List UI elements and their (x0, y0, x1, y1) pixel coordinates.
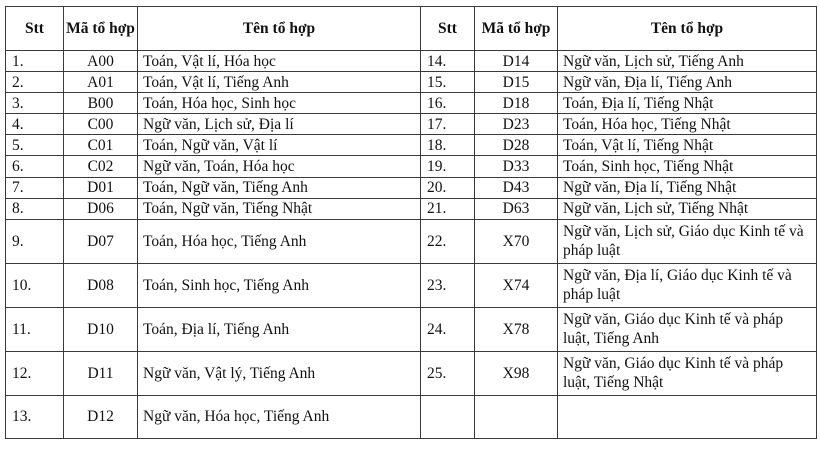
code-cell: D10 (64, 307, 138, 351)
stt-cell: 22. (421, 219, 475, 263)
stt-cell: 12. (6, 351, 64, 395)
code-cell: B00 (64, 93, 138, 114)
stt-cell: 15. (421, 72, 475, 93)
code-cell: D28 (475, 135, 558, 156)
table-row (6, 395, 817, 438)
name-cell: Toán, Ngữ văn, Tiếng Anh (138, 177, 421, 198)
code-cell: D63 (475, 198, 558, 219)
stt-cell: 1. (6, 51, 64, 72)
code-cell: A01 (64, 72, 138, 93)
name-cell: Toán, Địa lí, Tiếng Nhật (558, 93, 817, 114)
name-cell: Ngữ văn, Hóa học, Tiếng Anh (138, 395, 421, 438)
stt-cell: 19. (421, 156, 475, 177)
code-cell: X70 (475, 219, 558, 263)
stt-cell: 10. (6, 263, 64, 307)
code-cell: D14 (475, 51, 558, 72)
stt-cell: 2. (6, 72, 64, 93)
name-cell: Ngữ văn, Lịch sử, Tiếng Anh (558, 51, 817, 72)
stt-cell: 9. (6, 219, 64, 263)
empty-cell (558, 395, 817, 438)
code-cell: X74 (475, 263, 558, 307)
name-cell: Ngữ văn, Toán, Hóa học (138, 156, 421, 177)
stt-cell: 17. (421, 114, 475, 135)
name-cell: Ngữ văn, Lịch sử, Giáo dục Kinh tế và pháp luật (558, 219, 817, 263)
table-row (6, 51, 817, 72)
name-cell: Toán, Vật lí, Hóa học (138, 51, 421, 72)
code-cell: D15 (475, 72, 558, 93)
stt-cell: 16. (421, 93, 475, 114)
name-cell: Toán, Hóa học, Sinh học (138, 93, 421, 114)
stt-cell: 24. (421, 307, 475, 351)
empty-cell (475, 395, 558, 438)
code-cell: D08 (64, 263, 138, 307)
stt-cell: 5. (6, 135, 64, 156)
table-row (6, 114, 817, 135)
code-cell: D06 (64, 198, 138, 219)
name-cell: Ngữ văn, Giáo dục Kinh tế và pháp luật, Tiếng Anh (558, 307, 817, 351)
header-name: Tên tổ hợp (558, 7, 817, 51)
stt-cell: 23. (421, 263, 475, 307)
header-code: Mã tổ hợp (64, 7, 138, 51)
code-cell: D18 (475, 93, 558, 114)
stt-cell: 6. (6, 156, 64, 177)
code-cell: D11 (64, 351, 138, 395)
stt-cell: 8. (6, 198, 64, 219)
code-cell: X78 (475, 307, 558, 351)
header-stt: Stt (6, 7, 64, 51)
name-cell: Toán, Vật lí, Tiếng Anh (138, 72, 421, 93)
name-cell: Ngữ văn, Địa lí, Tiếng Nhật (558, 177, 817, 198)
name-cell: Ngữ văn, Lịch sử, Tiếng Nhật (558, 198, 817, 219)
code-cell: D01 (64, 177, 138, 198)
table-row (6, 351, 817, 395)
table-row (6, 135, 817, 156)
name-cell: Ngữ văn, Địa lí, Tiếng Anh (558, 72, 817, 93)
stt-cell: 13. (6, 395, 64, 438)
table-row (6, 93, 817, 114)
table-row (6, 156, 817, 177)
stt-cell: 20. (421, 177, 475, 198)
table-row (6, 263, 817, 307)
header-code: Mã tổ hợp (475, 7, 558, 51)
name-cell: Ngữ văn, Giáo dục Kinh tế và pháp luật, Tiếng Nhật (558, 351, 817, 395)
stt-cell: 21. (421, 198, 475, 219)
stt-cell: 25. (421, 351, 475, 395)
name-cell: Toán, Sinh học, Tiếng Anh (138, 263, 421, 307)
code-cell: A00 (64, 51, 138, 72)
code-cell: D33 (475, 156, 558, 177)
table-header-row (6, 7, 817, 51)
code-cell: X98 (475, 351, 558, 395)
name-cell: Ngữ văn, Vật lý, Tiếng Anh (138, 351, 421, 395)
header-name: Tên tổ hợp (138, 7, 421, 51)
table-row (6, 198, 817, 219)
empty-cell (421, 395, 475, 438)
name-cell: Ngữ văn, Lịch sử, Địa lí (138, 114, 421, 135)
stt-cell: 7. (6, 177, 64, 198)
name-cell: Toán, Hóa học, Tiếng Nhật (558, 114, 817, 135)
code-cell: C01 (64, 135, 138, 156)
header-stt: Stt (421, 7, 475, 51)
combination-table (5, 6, 817, 439)
table-row (6, 72, 817, 93)
table-row (6, 219, 817, 263)
stt-cell: 3. (6, 93, 64, 114)
name-cell: Toán, Vật lí, Tiếng Nhật (558, 135, 817, 156)
code-cell: C00 (64, 114, 138, 135)
name-cell: Toán, Hóa học, Tiếng Anh (138, 219, 421, 263)
name-cell: Toán, Địa lí, Tiếng Anh (138, 307, 421, 351)
code-cell: D23 (475, 114, 558, 135)
name-cell: Toán, Sinh học, Tiếng Nhật (558, 156, 817, 177)
stt-cell: 14. (421, 51, 475, 72)
name-cell: Toán, Ngữ văn, Tiếng Nhật (138, 198, 421, 219)
stt-cell: 18. (421, 135, 475, 156)
code-cell: D43 (475, 177, 558, 198)
code-cell: D12 (64, 395, 138, 438)
name-cell: Toán, Ngữ văn, Vật lí (138, 135, 421, 156)
code-cell: C02 (64, 156, 138, 177)
stt-cell: 4. (6, 114, 64, 135)
code-cell: D07 (64, 219, 138, 263)
table-row (6, 177, 817, 198)
name-cell: Ngữ văn, Địa lí, Giáo dục Kinh tế và pháp luật (558, 263, 817, 307)
table-row (6, 307, 817, 351)
stt-cell: 11. (6, 307, 64, 351)
